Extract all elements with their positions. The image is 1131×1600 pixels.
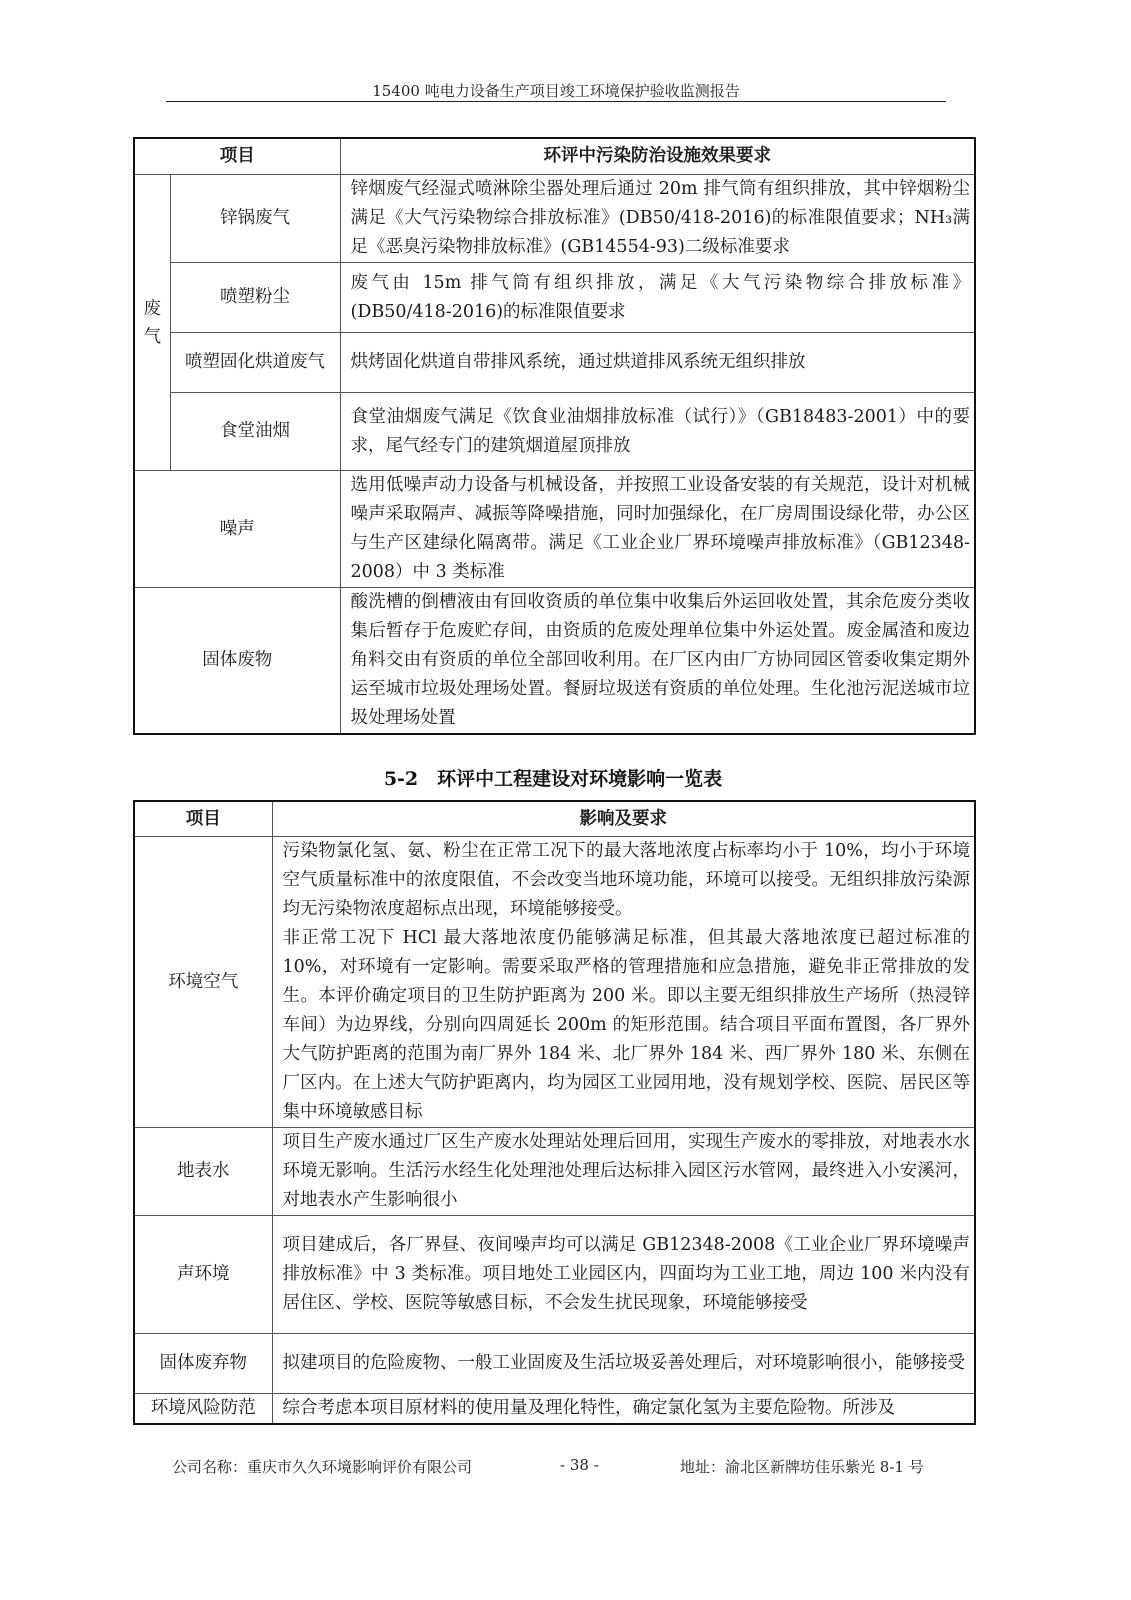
row-item: 声环境 [134,1216,272,1334]
row-impact [272,1334,975,1394]
header-item: 项目 [134,138,340,175]
row-requirement: 食堂油烟废气满足《饮食业油烟排放标准（试行）》（GB18483-2001）中的要求，尾气经专门的建筑烟道屋顶排放 [340,393,975,471]
table-row [134,393,975,471]
row-item: 喷塑固化烘道废气 [170,333,340,393]
row-requirement: 废气由 15m 排气筒有组织排放，满足《大气污染物综合排放标准》(DB50/418-2016)的标准限值要求 [340,263,975,333]
row-impact [272,1216,975,1334]
table-row [134,1394,975,1425]
header-item: 项目 [134,801,272,837]
footer-page-number: - 38 - [560,1456,599,1474]
paragraph: 综合考虑本项目原材料的使用量及理化特性，确定氯化氢为主要危险物。所涉及 [282,1398,895,1418]
paragraph: 非正常工况下 HCl 最大落地浓度仍能够满足标准，但其最大落地浓度已超过标准的 10%，对环境有一定影响。需要采取严格的管理措施和应急措施，避免非正常排放的发生。本评价确定项目的卫生防护距离为 200 米。即以主要无组织排放生产场所（热浸锌车间）为边界线，分别向四周延长 200m 的矩形范围。结合项目平面布置图，各厂界外大气防护距离的范围为南厂界外 184 米、北厂界外 184 米、西厂界外 180 米、东侧在厂区内。在上述大气防护距离内，均为园区工业园用地，没有规划学校、医院、居民区等集中环境敏感目标 [282,928,970,1122]
footer-address: 地址：渝北区新牌坊佳乐紫光 8-1 号 [680,1458,924,1476]
row-item: 固体废物 [134,588,340,735]
row-impact [272,1394,975,1425]
table-row [134,1216,975,1334]
paragraph: 项目建成后，各厂界昼、夜间噪声均可以满足 GB12348-2008《工业企业厂界环境噪声排放标准》中 3 类标准。项目地处工业园区内，四面均为工业工地，周边 100 米内没有居住区、学校、医院等敏感目标，不会发生扰民现象，环境能够接受 [282,1235,970,1313]
paragraph: 项目生产废水通过厂区生产废水处理站处理后回用，实现生产废水的零排放，对地表水水环境无影响。生活污水经生化处理池处理后达标排入园区污水管网，最终进入小安溪河，对地表水产生影响很小 [282,1132,970,1210]
header-rule [166,101,946,102]
table-title: 5-2 环评中工程建设对环境影响一览表 [383,768,723,790]
table-header-row [134,801,975,837]
table-header-row [134,138,975,175]
row-item: 固体废弃物 [134,1334,272,1394]
paragraph: 拟建项目的危险废物、一般工业固废及生活垃圾妥善处理后，对环境影响很小，能够接受 [282,1353,965,1373]
table-row [134,1128,975,1216]
row-item: 环境风险防范 [134,1394,272,1425]
row-requirement: 锌烟废气经湿式喷淋除尘器处理后通过 20m 排气筒有组织排放，其中锌烟粉尘满足《大气污染物综合排放标准》(DB50/418-2016)的标准限值要求；NH₃满足《恶臭污染物排放标准》(GB14554-93)二级标准要求 [340,175,975,263]
table-row [134,333,975,393]
table-row [134,588,975,735]
pollution-control-table [133,137,976,735]
environmental-impact-table [133,800,976,1425]
table-row [134,263,975,333]
row-requirement: 酸洗槽的倒槽液由有回收资质的单位集中收集后外运回收处置，其余危废分类收集后暂存于危废贮存间，由资质的危废处理单位集中外运处置。废金属渣和废边角料交由有资质的单位全部回收利用。在厂区内由厂方协同园区管委收集定期外运至城市垃圾处理场处置。餐厨垃圾送有资质的单位处理。生化池污泥送城市垃圾处理场处置 [340,588,975,735]
row-item: 锌锅废气 [170,175,340,263]
table-row [134,471,975,588]
row-item: 地表水 [134,1128,272,1216]
table-row [134,837,975,1128]
header-requirement: 环评中污染防治设施效果要求 [340,138,975,175]
row-impact [272,1128,975,1216]
category-label: 废气 [143,298,161,347]
row-item: 食堂油烟 [170,393,340,471]
footer-company: 公司名称：重庆市久久环境影响评价有限公司 [172,1458,473,1476]
paragraph: 污染物氯化氢、氨、粉尘在正常工况下的最大落地浓度占标率均小于 10%，均小于环境空气质量标准中的浓度限值，不会改变当地环境功能，环境可以接受。无组织排放污染源均无污染物浓度超标点出现，环境能够接受。 [282,841,970,919]
row-item: 环境空气 [134,837,272,1128]
row-requirement: 选用低噪声动力设备与机械设备，并按照工业设备安装的有关规范，设计对机械噪声采取隔声、减振等降噪措施，同时加强绿化，在厂房周围设绿化带，办公区与生产区建绿化隔离带。满足《工业企业厂界环境噪声排放标准》（GB12348-2008）中 3 类标准 [340,471,975,588]
category-waste-gas [134,175,170,471]
row-item: 噪声 [134,471,340,588]
row-requirement: 烘烤固化烘道自带排风系统，通过烘道排风系统无组织排放 [340,333,975,393]
row-impact [272,837,975,1128]
table-row [134,1334,975,1394]
table-row [134,175,975,263]
header-impact: 影响及要求 [272,801,975,837]
row-item: 喷塑粉尘 [170,263,340,333]
page-header-title: 15400 吨电力设备生产项目竣工环境保护验收监测报告 [372,82,740,100]
